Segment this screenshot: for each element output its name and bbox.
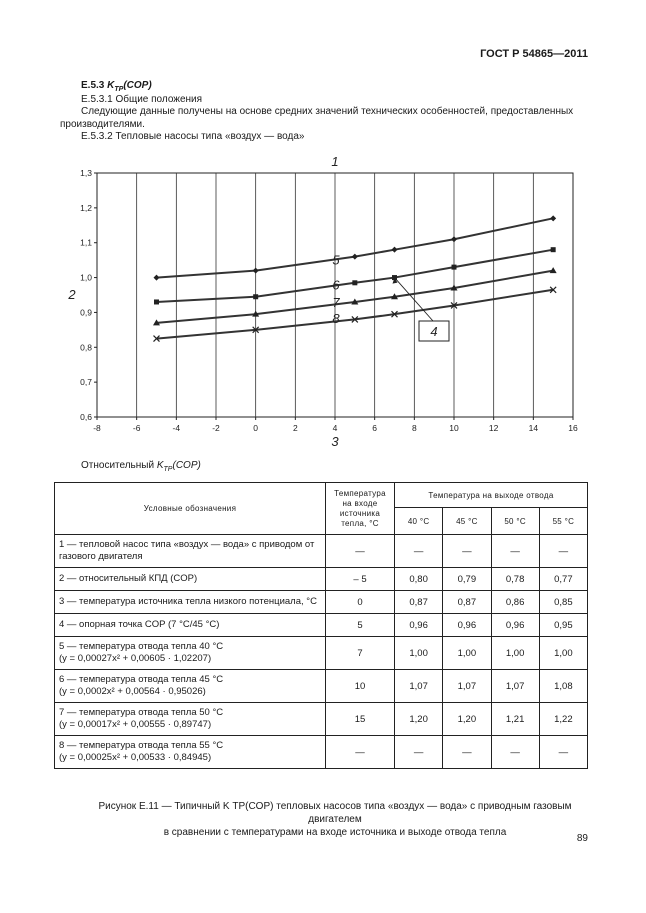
x-tick-label: 14 xyxy=(528,423,539,433)
x-axis-label: 3 xyxy=(331,434,339,449)
data-point xyxy=(154,275,160,281)
data-point xyxy=(550,215,556,221)
data-point xyxy=(451,236,457,242)
col-temp-55: 55 °С xyxy=(539,508,587,535)
row-value: 1,00 xyxy=(539,637,587,670)
row-value: 0,86 xyxy=(491,591,539,614)
col-temp-45: 45 °С xyxy=(443,508,491,535)
row-value: 0,77 xyxy=(539,568,587,591)
row-value: 0,85 xyxy=(539,591,587,614)
row-inlet-temp: — xyxy=(326,736,395,769)
row-formula: (y = 0,00027x² + 0,00605 · 1,02207) xyxy=(59,653,212,664)
row-value: — xyxy=(443,736,491,769)
col-temp-40: 40 °С xyxy=(395,508,443,535)
x-tick-label: -4 xyxy=(172,423,181,433)
series-label: 5 xyxy=(332,252,340,268)
data-point xyxy=(253,294,258,299)
table-row xyxy=(55,736,588,769)
y-axis-label: 2 xyxy=(68,287,76,302)
row-desc-text: 3 — температура источника тепла низкого потенциала, °С xyxy=(59,596,317,607)
x-tick-label: 8 xyxy=(411,423,417,433)
row-desc-text: 6 — температура отвода тепла 45 °С xyxy=(59,674,224,685)
row-description xyxy=(55,637,326,670)
page-number: 89 xyxy=(576,833,588,844)
row-value: 1,20 xyxy=(395,703,443,736)
data-point xyxy=(253,268,259,274)
row-value: 1,08 xyxy=(539,670,587,703)
data-point xyxy=(551,247,556,252)
cop-chart xyxy=(60,150,600,455)
row-value: 1,22 xyxy=(539,703,587,736)
row-description xyxy=(55,591,326,614)
y-tick-label: 1,2 xyxy=(80,202,92,213)
rel-caption-prefix: Относительный xyxy=(81,460,157,471)
x-tick-label: 4 xyxy=(332,423,338,433)
col-outlet-group: Температура на выходе отвода xyxy=(395,483,588,508)
row-desc-text: 8 — температура отвода тепла 55 °С xyxy=(59,740,224,751)
subsection-air-water: Е.5.3.2 Тепловые насосы типа «воздух — вода» xyxy=(81,131,305,142)
row-value: 1,07 xyxy=(491,670,539,703)
row-formula: (y = 0,00025x² + 0,00533 · 0,84945) xyxy=(59,752,212,763)
row-value: — xyxy=(491,736,539,769)
row-inlet-temp: 0 xyxy=(326,591,395,614)
row-desc-text: 4 — опорная точка COP (7 °С/45 °С) xyxy=(59,619,220,630)
row-value: — xyxy=(539,736,587,769)
row-desc-text: 5 — температура отвода тепла 40 °С xyxy=(59,641,224,652)
row-value: 1,00 xyxy=(395,637,443,670)
row-value: 1,07 xyxy=(443,670,491,703)
row-value: 0,80 xyxy=(395,568,443,591)
figure-caption xyxy=(80,800,590,839)
subsection-general: Е.5.3.1 Общие положения xyxy=(81,94,203,105)
y-tick-label: 1,3 xyxy=(80,168,92,178)
row-value: 0,79 xyxy=(443,568,491,591)
intro-paragraph: Следующие данные получены на основе средних значений технических особенностей, предоставленных производителями. xyxy=(60,106,574,130)
row-value: — xyxy=(491,535,539,568)
table-row xyxy=(55,591,588,614)
k-letter: K xyxy=(107,80,115,91)
y-tick-label: 1,0 xyxy=(80,272,92,283)
relative-k-caption xyxy=(81,460,201,473)
x-tick-label: 16 xyxy=(568,423,578,433)
data-point xyxy=(352,280,357,285)
x-tick-label: 2 xyxy=(292,423,298,433)
row-inlet-temp: 15 xyxy=(326,703,395,736)
row-description xyxy=(55,736,326,769)
row-inlet-temp: — xyxy=(326,535,395,568)
x-tick-label: 12 xyxy=(488,423,499,433)
row-value: 0,87 xyxy=(395,591,443,614)
series-label: 7 xyxy=(332,295,340,311)
y-tick-label: 0,6 xyxy=(80,412,92,422)
data-point xyxy=(352,254,358,260)
col-temp-50: 50 °С xyxy=(491,508,539,535)
k-subscript: ТР xyxy=(114,86,124,93)
row-value: — xyxy=(395,736,443,769)
row-value: 1,07 xyxy=(395,670,443,703)
row-desc-text: 7 — температура отвода тепла 50 °С xyxy=(59,707,224,718)
section-heading xyxy=(81,80,152,93)
data-point xyxy=(392,247,398,253)
data-point xyxy=(154,299,159,304)
annotation-leader xyxy=(395,278,434,321)
chart-title: 1 xyxy=(331,154,339,169)
x-tick-label: -6 xyxy=(132,423,141,433)
row-value: — xyxy=(395,535,443,568)
row-inlet-temp: 5 xyxy=(326,614,395,637)
series-label: 6 xyxy=(332,277,340,293)
row-description xyxy=(55,614,326,637)
row-formula: (y = 0,0002x² + 0,00564 · 0,95026) xyxy=(59,686,206,697)
table-row xyxy=(55,568,588,591)
x-tick-label: 10 xyxy=(449,423,459,433)
row-description xyxy=(55,568,326,591)
document-header: ГОСТ Р 54865—2011 xyxy=(480,48,588,60)
y-tick-label: 0,9 xyxy=(80,307,92,318)
rel-k-subscript: ТР xyxy=(163,466,173,473)
series-label: 8 xyxy=(332,310,340,326)
row-value: 1,00 xyxy=(443,637,491,670)
row-inlet-temp: 10 xyxy=(326,670,395,703)
data-point xyxy=(452,265,457,270)
row-inlet-temp: – 5 xyxy=(326,568,395,591)
x-tick-label: 6 xyxy=(372,423,378,433)
row-description xyxy=(55,670,326,703)
col-designations: Условные обозначения xyxy=(55,483,326,535)
legend-table xyxy=(54,482,588,769)
row-value: 0,96 xyxy=(443,614,491,637)
row-value: 0,95 xyxy=(539,614,587,637)
k-argument: (COP) xyxy=(123,80,152,91)
row-value: 1,21 xyxy=(491,703,539,736)
row-value: 0,78 xyxy=(491,568,539,591)
table-row xyxy=(55,535,588,568)
row-value: 0,96 xyxy=(491,614,539,637)
section-number: Е.5.3 xyxy=(81,80,105,91)
row-value: — xyxy=(539,535,587,568)
x-tick-label: -8 xyxy=(93,423,101,433)
row-description xyxy=(55,703,326,736)
row-value: — xyxy=(443,535,491,568)
y-tick-label: 0,7 xyxy=(80,377,92,388)
row-value: 0,96 xyxy=(395,614,443,637)
row-value: 0,87 xyxy=(443,591,491,614)
row-formula: (y = 0,00017x² + 0,00555 · 0,89747) xyxy=(59,719,212,730)
col-inlet-temp: Температура на входе источника тепла, °С xyxy=(326,483,395,535)
annotation-label: 4 xyxy=(430,324,438,339)
figure-caption-line1: Рисунок Е.11 — Типичный K ТР(COP) тепловых насосов типа «воздух — вода» с приводным газовым двигателем xyxy=(98,801,572,825)
table-row xyxy=(55,703,588,736)
figure-caption-line2: в сравнении с температурами на входе источника и выходе отвода тепла xyxy=(163,827,507,838)
y-tick-label: 1,1 xyxy=(80,237,92,248)
y-tick-label: 0,8 xyxy=(80,342,92,353)
row-desc-text: 1 — тепловой насос типа «воздух — вода» с приводом от газового двигателя xyxy=(59,539,315,562)
row-desc-text: 2 — относительный КПД (COP) xyxy=(59,573,198,584)
rel-k-argument: (COP) xyxy=(172,460,201,471)
row-inlet-temp: 7 xyxy=(326,637,395,670)
table-row xyxy=(55,670,588,703)
row-value: 1,00 xyxy=(491,637,539,670)
x-tick-label: 0 xyxy=(253,423,259,433)
row-value: 1,20 xyxy=(443,703,491,736)
rel-k-letter: K xyxy=(156,460,164,471)
table-row xyxy=(55,637,588,670)
row-description xyxy=(55,535,326,568)
x-tick-label: -2 xyxy=(212,423,220,433)
table-row xyxy=(55,614,588,637)
